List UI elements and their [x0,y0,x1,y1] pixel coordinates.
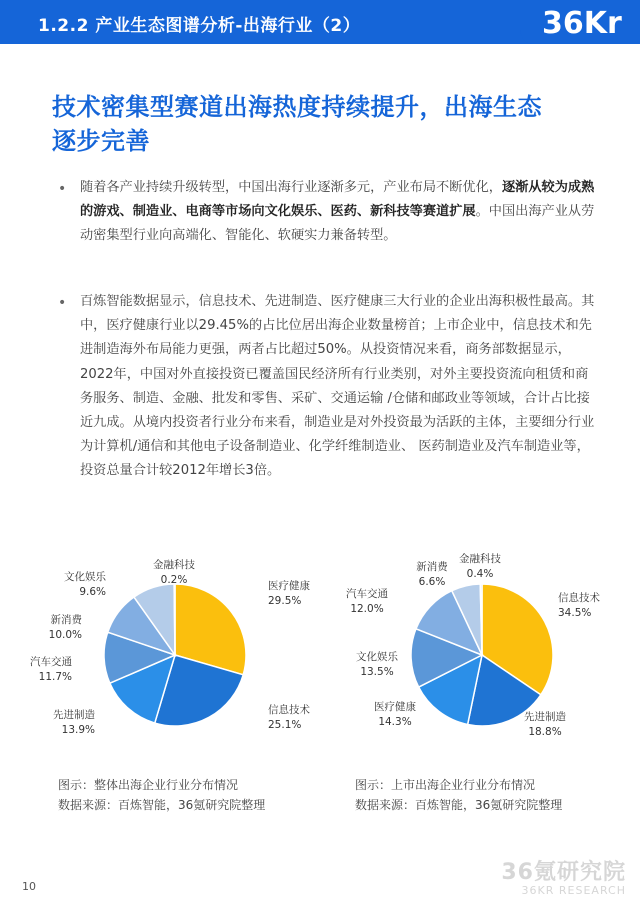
slice-label: 先进制造 [53,709,95,721]
slice-value-label: 0.4% [466,568,494,580]
bullet-marker: • [58,181,67,197]
slice-value-label: 13.5% [360,666,394,678]
slice-value-label: 14.3% [378,716,412,728]
pie-slice [174,584,175,655]
slice-label: 金融科技 [153,559,195,571]
logo-text: 36Kr [542,6,622,41]
pie-chart-listed [320,548,640,758]
caption-source: 数据来源：百炼智能，36氪研究院整理 [355,798,563,812]
watermark-main: 36氪研究院 [501,860,626,885]
section-title: 1.2.2 产业生态图谱分析-出海行业（2） [38,16,361,36]
chart-caption-listed [355,775,562,815]
page-heading [52,90,612,158]
slice-label: 信息技术 [558,592,600,604]
slice-value-label: 12.0% [350,603,384,615]
slice-label: 医疗健康 [374,701,416,713]
slice-label: 医疗健康 [268,580,310,592]
heading-line-1: 技术密集型赛道出海热度持续提升，出海生态 [52,93,542,121]
page-number: 10 [22,880,36,893]
slice-label: 汽车交通 [346,588,388,600]
slice-value-label: 29.5% [268,595,302,607]
slice-value-label: 13.9% [61,724,95,736]
slice-label: 新消费 [416,561,448,573]
slice-label: 金融科技 [459,553,501,565]
slice-value-label: 18.8% [528,726,562,738]
slice-label: 汽车交通 [30,656,72,668]
slice-value-label: 9.6% [79,586,106,598]
caption-title: 图示：整体出海企业行业分布情况 [58,778,239,792]
chart-caption-overall [58,775,265,815]
paragraph-1 [80,176,600,249]
paragraph-1-text: 随着各产业持续升级转型，中国出海行业逐渐多元，产业布局不断优化， [80,180,502,195]
36kr-logo [510,0,640,44]
slice-value-label: 0.2% [160,574,188,586]
slice-label: 文化娱乐 [356,651,398,663]
slice-value-label: 6.6% [418,576,446,588]
paragraph-2: 百炼智能数据显示，信息技术、先进制造、医疗健康三大行业的企业出海积极性最高。其中，医疗健康行业以29.45%的占比位居出海企业数量榜首；上市企业中，信息技术和先进制造海外布局能力更强，两者占比超过50%。从投资情况来看，商务部数据显示，2022年，中国对外直接投资已覆盖国民经济所有行业类别，对外主要投资流向租赁和商务服务、制造、金融、批发和零售、采矿、交通运输 /仓储和邮政业等领域，合计占比接近九成。从境内投资者行业分布来看，制造业是对外投资最为活跃的主体，主要细分行业为计算机/通信和其他电子设备制造业、化学纤维制造业、 医药制造业及汽车制造业等，投资总量合计较2012年增长3倍。 [80,294,595,479]
slice-label: 先进制造 [524,711,566,723]
slice-value-label: 10.0% [48,629,82,641]
paragraph-1-bold: 逐渐从较为成熟的游戏、制造业、电商等市场向文化娱乐、医药、新科技等赛道扩展 [80,180,595,220]
slice-label: 新消费 [50,614,82,626]
paragraph-1-text-end: 。中国出海产业从劳动密集型行业向高端化、智能化、软硬实力兼备转型。 [80,204,595,244]
page-header-bar [0,0,640,44]
watermark [501,855,626,897]
bullet-marker: • [58,295,67,311]
pie-chart-overall [0,548,320,758]
slice-label: 信息技术 [268,704,310,716]
slice-label: 文化娱乐 [64,571,106,583]
caption-title: 图示：上市出海企业行业分布情况 [355,778,536,792]
slice-value-label: 34.5% [558,607,592,619]
heading-line-2: 逐步完善 [52,127,150,155]
slice-value-label: 11.7% [38,671,72,683]
watermark-sub: 36KR RESEARCH [521,884,626,897]
slice-value-label: 25.1% [268,719,302,731]
caption-source: 数据来源：百炼智能，36氪研究院整理 [58,798,266,812]
